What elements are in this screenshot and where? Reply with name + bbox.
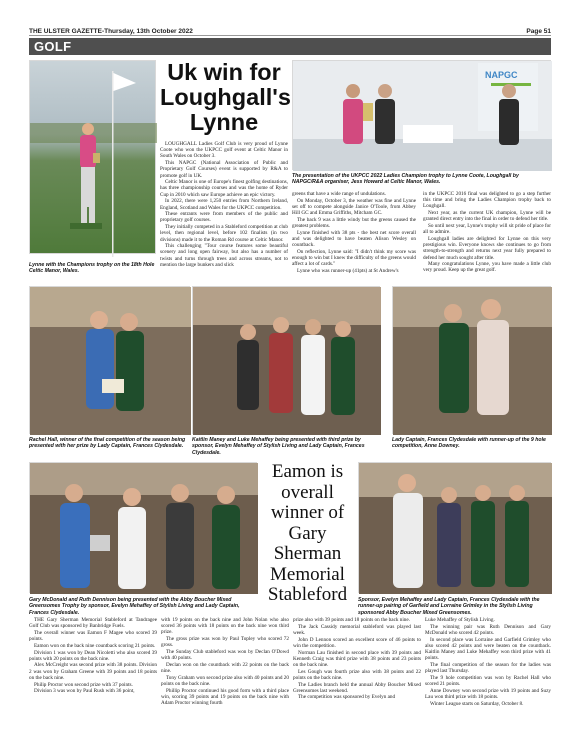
caption-rachel: Rachel Hall, winner of the final competition of the season being presented with her prize by Lady Captain, Frances Clydesdale. [29, 437, 186, 450]
photo-trophy-presentation [292, 60, 551, 170]
photo-grimley-pairing [358, 462, 551, 593]
section-label: GOLF [34, 39, 72, 54]
photo-gary-ruth [29, 462, 257, 593]
article2-col1: THE Gary Sherman Memorial Stableford at Tandragee Golf Club was sponsored by Banbridge Fuels. The overall winner was Eamon F Magee who scored 39 points. Eamon won on the back nine countback scoring 21 points. Division 1 was won by Dean Nicoletti who also scored 39 points with 20 points on the back nine. Alex McCreight was second prize with 38 points. Division 2 was won by Graham Greene with 39 points and 18 points on the back nine. Philip Proctor won second prize with 37 points. Division 3 was won by Paul Rush with 36 point, [29, 617, 157, 695]
masthead: THE ULSTER GAZETTE-Thursday, 13th October 2022 [29, 28, 193, 35]
caption-kaitlin: Kaitlin Maney and Luke Mehaffey being presented with third prize by sponsor, Evelyn Mehaffey of Stylish Living and Lady Captain, Frances Clydesdale. [192, 437, 365, 456]
article1-col2: greens that have a wide range of undulations. On Monday, October 3, the weather was fine and Lynne set off to compete alongside Janice O'Toole, from Abbey Hill GC and Emma Griffiths, Mitcham GC. The back 9 was a little windy but the greens caused the greatest problems. Lynne finished with 38 pts - the best net score overall and was delighted to have beaten Alison Wesley on countback. On reflection, Lynne said: "I didn't think my score was enough to win but I knew the difficulty of the greens would affect a lot of cards." Lynne who was runner-up (41pts) at St Andrew's [292, 191, 416, 274]
photo-kaitlin-luke [192, 286, 380, 434]
article2-col4: Luke Mehaffey of Stylish Living. The winning pair was Ruth Dennison and Gary McDonald who scored 42 points. In second place was Lorraine and Garfield Grimley who also scored 42 points and were beaten on the countback. Kaitlin Maney and Luke Mehaffey won third prize with 41 points. The final competition of the season for the ladies was played last Thursday. The 9 hole competition was won by Rachel Hall who scored 21 points. Anne Downey won second prize with 19 points and Suzy Lau won third prize with 18 points. Winter League starts on Saturday, October 8. [425, 617, 551, 707]
caption-gary: Gary McDonald and Ruth Dennison being presented with the Abby Boucher Mixed Greensomes Trophy by sponsor, Evelyn Mehaffey of Stylish Living and Lady Captain, Frances Clydesdale. [29, 597, 240, 616]
banner-text: NAPGC [485, 70, 518, 80]
caption-lady-captain: Lady Captain, Frances Clydesdale with runner-up of the 9 hole competition, Anne Downey. [392, 437, 546, 450]
photo-anne-downey [392, 286, 551, 434]
photo-rachel-hall [29, 286, 190, 434]
section-band [29, 38, 551, 55]
header-rule [29, 35, 551, 36]
article2-col2: with 19 points on the back nine and John Nolan who also scored 36 points with 18 points on the back nine won third prize. The gross prize was won by Paul Topley who scored 72 gross. The Sunday Club stableford was won by Declan O'Dowd with 40 points. Declan won on the countback with 22 points on the back nine. Tony Graham won second prize also with 40 points and 20 points on the back nine. Phillip Proctor continued his good form with a third place win, scoring 39 points and 19 points on the back nine with Adam Proctor winning fourth [161, 617, 289, 707]
photo-lynne-with-trophy [29, 60, 156, 254]
article1-col1: LOUGHGALL Ladies Golf Club is very proud of Lynne Coote who won the UKPCC golf event at Celtic Manor in South Wales on October 3. This NAPGC (National Association of Public and Proprietary Golf Courses) event is supported by R&A to promote golf in UK. Celtic Manor is one of Europe's finest golfing destinations, has three championship courses and was the home of Ryder Cup in 2010 which saw Europe achieve an epic victory. In 2022, there were 1,250 entries from Northern Ireland, England, Scotland and Wales for the UKPCC competition. These entrants were from members of the public and proprietary golf courses. They initially competed in a Stableford competition at club level, then regional level, before 102 finalists (in two divisions) made it to the Roman Rd course at Celtic Manor. This challenging "Tour course features some beautiful scenery and long open fairway, but also has a number of twists and turns through trees and across streams, not to mention the large bunkers and slick [160, 141, 288, 268]
article2-col3: prize also with 39 points and 18 points on the back nine. The Jack Cassidy memorial stableford was played last week. John D Lennon scored an excellent score of 46 points to win the competition. Norman Lau finished in second place with 39 points and Kenneth Craig was third prize with 38 points and 23 points on the back nine. Les Gough was fourth prize also with 38 points and 22 points on the back nine. The Ladies branch held the annual Abby Boucher Mixed Greensomes last weekend. The competition was sponsored by Evelyn and [293, 617, 421, 701]
caption-sponsor: Sponsor, Evelyn Mehaffey and Lady Captain, Frances Clydesdale with the runner-up pairing of Garfield and Lorraine Grimley in the Stylish Living sponsored Abby Boucher Mixed Greensomes. [358, 597, 540, 616]
caption-presentation: The presentation of the UKPCC 2022 Ladies Champion trophy to Lynne Coote, Loughgall by NAPGC/R&A organiser, Jess Howard at Celtic Manor, Wales. [292, 173, 519, 186]
page-number: Page 51 [526, 28, 551, 35]
headline-uk-win: Uk win for Loughgall's Lynne [160, 59, 291, 135]
article1-col3: in the UKPCC 2016 final was delighted to go a step further this time and bring the Ladies Champion trophy back to Loughgall. Next year, as the current UK champion, Lynne will be granted direct entry into the final in order to defend her title. So until next year, Lynne's trophy will sit pride of place for all to admire. Loughgall ladies are delighted for Lynne on this very prestigious win. Everyone knows she continues to go from strength-to-strength and returns next year fully prepared to defend her much sought after title. Many congratulations Lynne, you have made a little club very proud. Keep up the great golf. [423, 191, 551, 274]
caption-lynne: Lynne with the Champions trophy on the 18th Hole Celtic Manor, Wales. [29, 262, 155, 275]
headline-eamon: Eamon is overall winner of Gary Sherman Memorial Stableford [267, 461, 348, 605]
